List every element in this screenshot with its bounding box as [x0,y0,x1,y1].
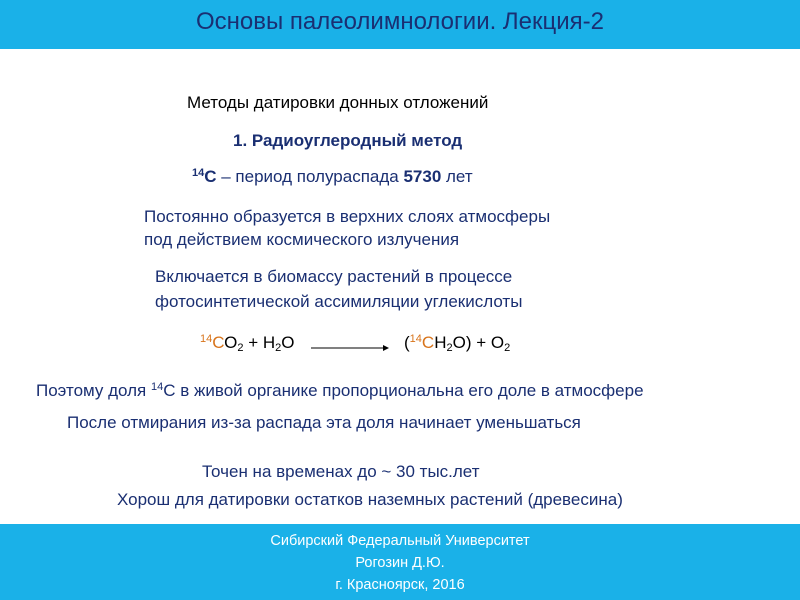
proportion-mass: 14 [150,381,164,393]
header-bar [0,0,800,49]
isotope-mass: 14 [192,167,205,179]
halflife-text: – период полураспада [216,167,404,186]
formation-line-1: Постоянно образуется в верхних слоях атмосферы [144,207,551,226]
product-sub-1: 2 [446,342,453,354]
halflife-value: 5730 [403,167,442,186]
halflife-unit: лет [441,167,473,186]
footer-bar [0,524,800,600]
proportion-after: в живой органике пропорциональна его доле в атмосфере [175,381,644,400]
reaction-products [404,333,510,353]
proportion-before: Поэтому доля [36,381,151,400]
product-mass: 14 [409,333,422,345]
footer-city-year: г. Красноярск, 2016 [335,577,465,593]
reactant-sub-1: 2 [237,342,244,354]
proportion-line [36,381,644,401]
reactant-plus-h: + H [243,333,276,352]
biomass-line-1: Включается в биомассу растений в процессе [155,267,513,286]
reactant-oxygen: О [224,333,238,352]
product-oxygen-close: О) + О [452,333,505,352]
reactant-carbon: С [212,333,225,352]
isotope-symbol: С [204,167,217,186]
halflife-line [192,167,473,187]
formation-line-2: под действием космического излучения [144,230,460,249]
reactant-sub-2: 2 [275,342,282,354]
slide-title: Основы палеолимнологии. Лекция-2 [195,8,605,35]
product-hydrogen: H [434,333,447,352]
footer-university: Сибирский Федеральный Университет [270,533,530,549]
reaction-arrow-icon [311,343,389,353]
biomass-line-2: фотосинтетической ассимиляции углекислоты [155,292,523,311]
reactant-mass: 14 [200,333,213,345]
proportion-symbol: С [163,381,176,400]
decay-line: После отмирания из-за распада эта доля начинает уменьшаться [67,413,581,432]
reactant-water-o: О [281,333,295,352]
reaction-reactants [200,333,295,353]
section-heading: Методы датировки донных отложений [187,93,489,112]
product-open: ( [404,333,410,352]
accuracy-line: Точен на временах до ~ 30 тыс.лет [202,462,480,481]
product-carbon: С [421,333,435,352]
product-sub-2: 2 [504,342,511,354]
usage-line: Хорош для датировки остатков наземных растений (древесина) [117,490,623,509]
method-title: 1. Радиоуглеродный метод [233,131,463,150]
footer-author: Рогозин Д.Ю. [355,555,445,571]
